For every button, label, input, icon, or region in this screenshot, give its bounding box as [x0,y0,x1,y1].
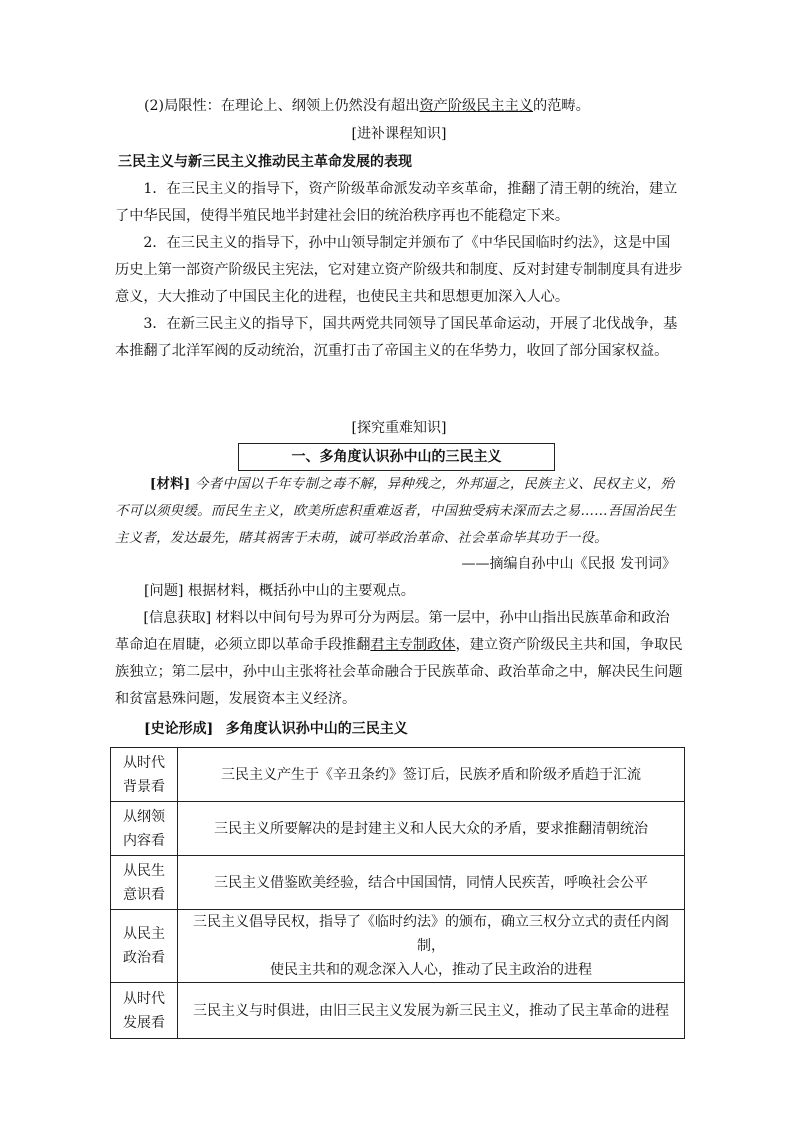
limitation-underlined: 资产阶级民主主义 [419,98,533,114]
limitation-line [144,95,590,115]
row-content: 三民主义倡导民权，指导了《临时约法》的颁布，确立三权分立式的责任内阁制， 使民主共和的观念深入人心，推动了民主政治的进程 [178,910,685,983]
material-label: [材料] [149,476,191,492]
table-row [111,802,685,856]
supplement-heading: [进补课程知识] [351,126,447,142]
material-source: ——摘编自孙中山《民报 发刊词》 [461,556,676,572]
material-text: 今者中国以千年专制之毒不解，异种残之，外邦逼之，民族主义、民权主义，殆不可以须臾缓。而民生主义，欧美所虑积重难返者，中国独受病未深而去之易……吾国治民生主义者，发达最先，睹其祸害于未萌，诚可举政治革命、社会革命毕其功于一役。 [115,477,677,546]
perspective-table [110,747,685,1039]
limitation-suffix: 的范畴。 [533,98,590,114]
question-line [144,580,415,600]
table-row [111,983,685,1039]
history-label: [史论形成] [144,721,214,737]
table-row [111,910,685,983]
material-paragraph [115,471,683,552]
supplement-title: 三民主义与新三民主义推动民主革命发展的表现 [118,154,412,170]
explore-heading: [探究重难知识] [351,420,447,436]
row-content: 三民主义产生于《辛丑条约》签订后，民族矛盾和阶级矛盾趋于汇流 [178,748,685,802]
info-part1: 材料以中间句号为界可分为两层。第一层中，孙中山指出民族革命和政治革命迫在眉睫，必须立即以革命手段推翻 [115,610,670,653]
history-line [144,718,408,738]
info-underlined: 君主专制政体 [370,637,456,653]
history-text: 多角度认识孙中山的三民主义 [225,721,408,737]
row-content: 三民主义与时俱进，由旧三民主义发展为新三民主义，推动了民主革命的进程 [178,983,685,1039]
question-text: 根据材料，概括孙中山的主要观点。 [187,583,415,599]
point-3: 3．在新三民主义的指导下，国共两党共同领导了国民革命运动，开展了北伐战争，基本推翻了北洋军阀的反动统治，沉重打击了帝国主义的在华势力，收回了部分国家权益。 [115,316,678,359]
row-content: 三民主义所要解决的是封建主义和人民大众的矛盾，要求推翻清朝统治 [178,802,685,856]
table-row [111,856,685,910]
info-label: [信息获取] [143,610,212,626]
info-paragraph [115,605,683,713]
section-title-box: 一、多角度认识孙中山的三民主义 [238,443,555,471]
row-header: 从纲领 内容看 [111,802,178,856]
row-header: 从时代 背景看 [111,748,178,802]
row-header: 从民主 政治看 [111,910,178,983]
row-header: 从民生 意识看 [111,856,178,910]
point-1: 1．在三民主义的指导下，资产阶级革命派发动辛亥革命，推翻了清王朝的统治，建立了中华民国，使得半殖民地半封建社会旧的统治秩序再也不能稳定下来。 [115,181,678,224]
row-content: 三民主义借鉴欧美经验，结合中国国情，同情人民疾苦，呼唤社会公平 [178,856,685,910]
question-label: [问题] [144,583,184,599]
row-header: 从时代 发展看 [111,983,178,1039]
limitation-prefix: (2)局限性：在理论上、纲领上仍然没有超出 [144,98,420,114]
info-part2: ，建立资产阶级民主共和国，争取民族独立；第二层中，孙中山主张将社会革命融合于民族革命、政治革命之中，解决民生问题和贫富悬殊问题，发展资本主义经济。 [115,637,683,707]
table-row [111,748,685,802]
point-2: 2．在三民主义的指导下，孙中山领导制定并颁布了《中华民国临时约法》，这是中国历史上第一部资产阶级民主宪法，它对建立资产阶级共和制度、反对封建专制制度具有进步意义，大大推动了中国民主化的进程，也使民主共和思想更加深入人心。 [115,235,683,305]
